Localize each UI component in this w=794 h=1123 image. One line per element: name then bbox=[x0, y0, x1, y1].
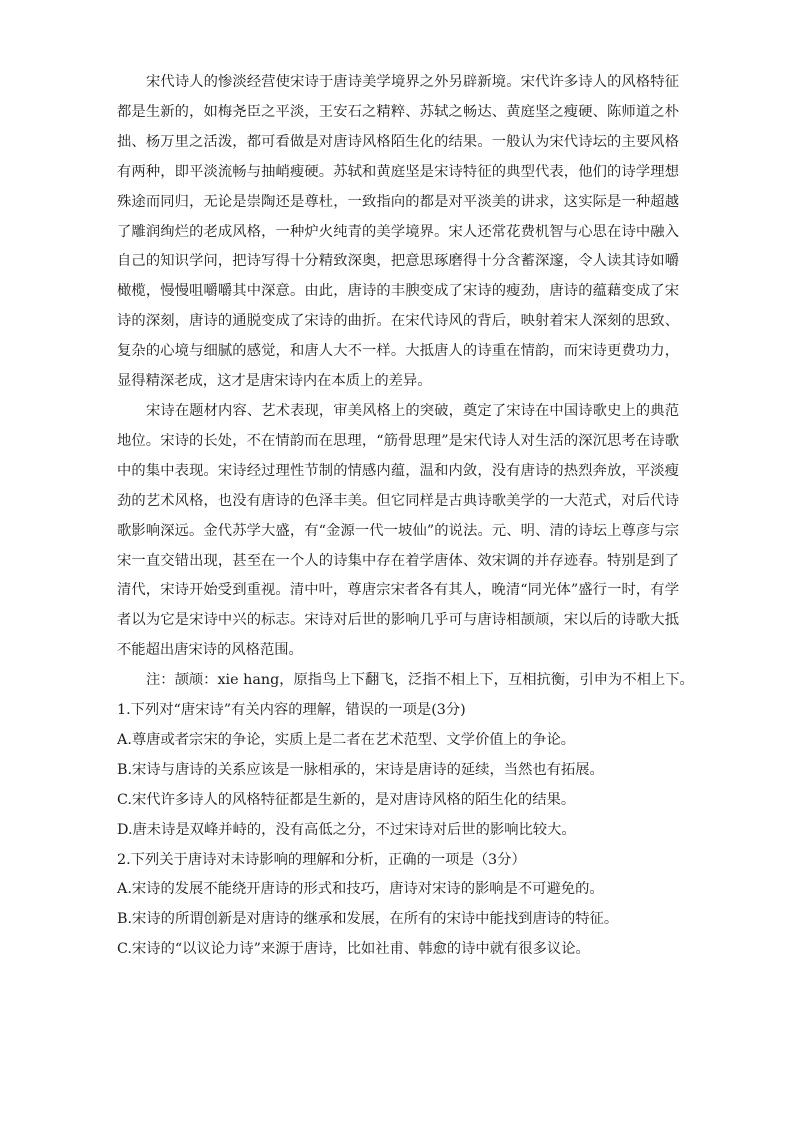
question-1 bbox=[117, 696, 679, 846]
question-2-option-c: C.宋诗的“以议论力诗”来源于唐诗，比如社甫、韩愈的诗中就有很多议论。 bbox=[117, 941, 590, 958]
question-1-stem: 1.下列对“唐宋诗”有关内容的理解，错误的一项是(3分) bbox=[117, 702, 466, 719]
passage-paragraph-1: 宋代诗人的惨淡经营使宋诗于唐诗美学境界之外另辟新境。宋代许多诗人的风格特征都是生新的，如梅尧臣之平淡，王安石之精粹、苏轼之畅达、黄庭坚之瘦硬、陈师道之朴拙、杨万里之活泼，都可看做是对唐诗风格陌生化的结果。一般认为宋代诗坛的主要风格有两种，即平淡流畅与抽峭瘦硬。苏轼和黄庭坚是宋诗特征的典型代表，他们的诗学理想殊途而同归，无论是崇陶还是尊杜，一致指向的都是对平淡美的讲求，这实际是一种超越了雕润绚烂的老成风格，一种炉火纯青的美学境界。宋人还常花费机智与心思在诗中融入自己的知识学问，把诗写得十分精致深奥，把意思琢磨得十分含蓄深邃，令人读其诗如嚼橄榄，慢慢咀嚼嚼其中深意。由此，唐诗的丰腴变成了宋诗的瘦劲，唐诗的蕴藉变成了宋诗的深刻，唐诗的通脱变成了宋诗的曲折。在宋代诗风的背后，映射着宋人深刻的思致、复杂的心境与细腻的感觉，和唐人大不一样。大抵唐人的诗重在情韵，而宋诗更费功力，显得精深老成，这才是唐宋诗内在本质上的差异。 bbox=[117, 74, 679, 390]
passage-paragraph-2: 宋诗在题材内容、艺术表现，审美风格上的突破，奠定了宋诗在中国诗歌史上的典范地位。宋诗的长处，不在情韵而在思理，“筋骨思理”是宋代诗人对生活的深沉思考在诗歌中的集中表现。宋诗经过理性节制的情感内蕴，温和内敛，没有唐诗的热烈奔放，平淡瘦劲的艺术风格，也没有唐诗的色泽丰美。但它同样是古典诗歌美学的一大范式，对后代诗歌影响深远。金代苏学大盛，有“金源一代一坡仙”的说法。元、明、清的诗坛上尊彦与宗宋一直交错出现，甚至在一个人的诗集中存在着学唐体、效宋调的并存迹春。特别是到了清代，宋诗开始受到重视。清中叶，尊唐宗宋者各有其人，晚清“同光体”盛行一时，有学者以为它是宋诗中兴的标志。宋诗对后世的影响几乎可与唐诗相颉颃，宋以后的诗歌大抵不能超出唐宋诗的风格范围。 bbox=[117, 402, 679, 659]
question-2-stem: 2.下列关于唐诗对未诗影响的理解和分析，正确的一项是（3分） bbox=[117, 851, 526, 868]
question-1-option-d: D.唐未诗是双峰并峙的，没有高低之分，不过宋诗对后世的影响比较大。 bbox=[117, 821, 576, 838]
question-2-option-b: B.宋诗的所谓创新是对唐诗的继承和发展，在所有的宋诗中能找到唐诗的特征。 bbox=[117, 911, 619, 928]
question-2 bbox=[117, 846, 679, 966]
question-1-option-a: A.尊唐或者宗宋的争论，实质上是二者在艺术范型、文学价值上的争论。 bbox=[117, 731, 576, 748]
question-2-option-a: A.宋诗的发展不能绕开唐诗的形式和技巧，唐诗对宋诗的影响是不可避免的。 bbox=[117, 881, 604, 898]
question-1-option-b: B.宋诗与唐诗的关系应该是一脉相承的，宋诗是唐诗的延续，当然也有拓展。 bbox=[117, 761, 604, 778]
question-1-option-c: C.宋代许多诗人的风格特征都是生新的，是对唐诗风格的陌生化的结果。 bbox=[117, 791, 576, 808]
annotation-note: 注：颉颃：xie hang，原指鸟上下翻飞，泛指不相上下，互相抗衡，引申为不相上下。 bbox=[146, 672, 694, 689]
document-page bbox=[117, 68, 694, 965]
